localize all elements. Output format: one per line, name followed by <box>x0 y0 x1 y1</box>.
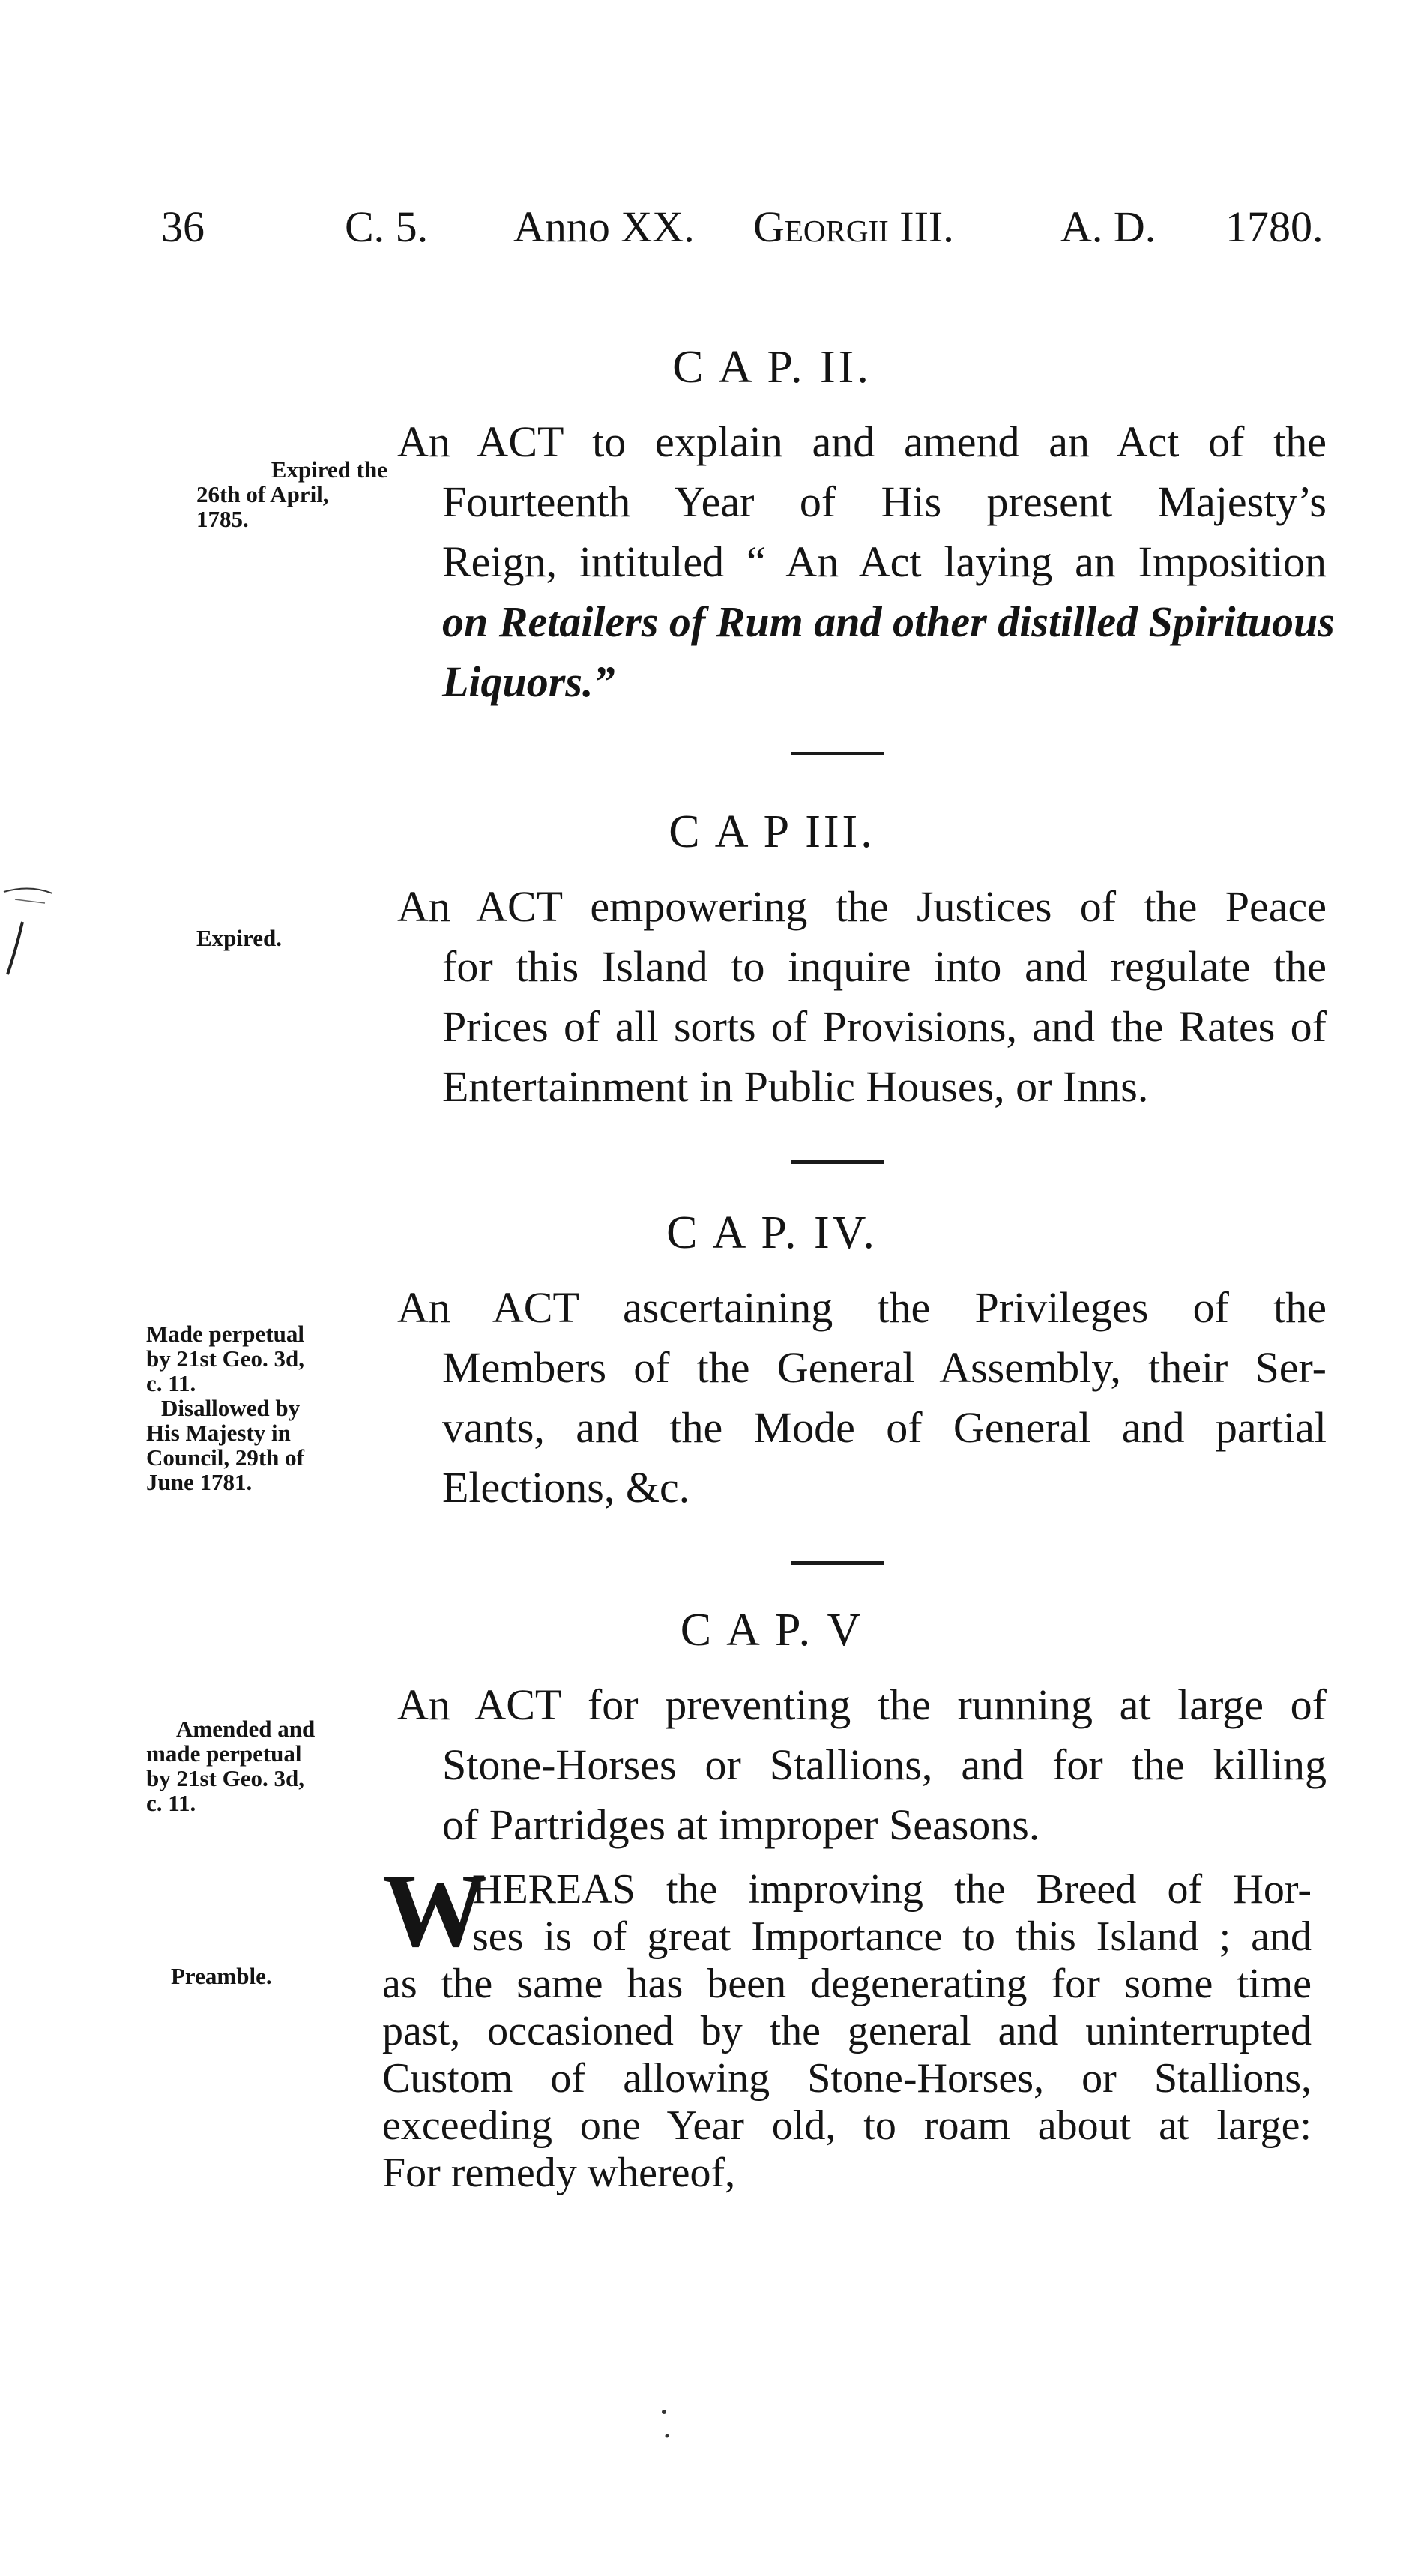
note-line: His Majesty in <box>146 1420 291 1446</box>
margin-note <box>146 1321 304 1494</box>
body-line: Custom of allowing Stone-Horses, or Stallions, <box>382 2055 1312 2102</box>
note-line: made perpetual <box>146 1740 302 1767</box>
cap-heading: C A P. V <box>680 1605 864 1656</box>
note-line: 26th of April, <box>196 481 329 507</box>
note-line: Council, 29th of <box>146 1444 304 1471</box>
body-line: HEREAS the improving the Breed of Hor- <box>472 1866 1312 1913</box>
title-line: An ACT ascertaining the Privileges of the <box>397 1283 1327 1332</box>
title-line: An ACT empowering the Justices of the Peace <box>397 882 1327 931</box>
note-line: Made perpetual <box>146 1321 304 1347</box>
title-line: on Retailers of Rum and other distilled Spirituous <box>442 597 1335 646</box>
title-line: for this Island to inquire into and regulate the <box>442 942 1327 991</box>
preamble-text <box>382 1853 1312 2197</box>
cap-heading: C A P. IV. <box>666 1207 878 1258</box>
note-line: c. 11. <box>146 1790 196 1816</box>
title-line: Members of the General Assembly, their Ser- <box>442 1343 1327 1392</box>
title-line: vants, and the Mode of General and partial <box>442 1403 1327 1452</box>
margin-note <box>196 926 282 950</box>
note-line: 1785. <box>196 506 249 532</box>
title-line: Prices of all sorts of Provisions, and the Rates of <box>442 1002 1327 1051</box>
note-line: by 21st Geo. 3d, <box>146 1765 304 1791</box>
section-rule <box>791 1561 884 1565</box>
title-line: Stone-Horses or Stallions, and for the killing <box>442 1740 1327 1789</box>
year-label: 1780. <box>1225 202 1324 251</box>
scan-mark-left <box>0 877 67 982</box>
title-line: Reign, intituled “ An Act laying an Imposition <box>442 537 1327 586</box>
note-line: c. 11. <box>146 1370 196 1396</box>
note-line: by 21st Geo. 3d, <box>146 1345 304 1372</box>
title-line: Fourteenth Year of His present Majesty’s <box>442 477 1327 526</box>
act-title <box>397 1675 1327 1855</box>
body-line: ses is of great Importance to this Island ; and <box>472 1913 1312 1960</box>
scan-mark <box>660 2406 675 2443</box>
section-rule <box>791 1160 884 1164</box>
note-line: Amended and <box>176 1716 316 1742</box>
title-line: Entertainment in Public Houses, or Inns. <box>442 1062 1149 1111</box>
running-head <box>161 201 1330 253</box>
body-line: For remedy whereof, <box>382 2150 736 2196</box>
note-line: June 1781. <box>146 1469 253 1495</box>
margin-note <box>146 1716 315 1815</box>
act-title <box>397 1278 1327 1518</box>
title-line: An ACT for preventing the running at large of <box>397 1680 1327 1729</box>
body-line: exceeding one Year old, to roam about at large: <box>382 2102 1312 2149</box>
title-line: Liquors.” <box>442 657 615 706</box>
margin-note: Preamble. <box>171 1963 272 1989</box>
cap-heading: C A P III. <box>669 806 875 857</box>
body-line: past, occasioned by the general and uninterrupted <box>382 2008 1312 2054</box>
page-number: 36 <box>161 202 205 251</box>
margin-note <box>196 457 387 531</box>
note-line: Expired. <box>196 925 282 951</box>
cap-heading: C A P. II. <box>672 342 872 393</box>
anno-label: Anno XX. <box>513 202 695 251</box>
note-line: Disallowed by <box>161 1395 301 1421</box>
title-line: Elections, &c. <box>442 1463 690 1512</box>
note-line: Expired the <box>271 456 387 483</box>
chapter-number: C. 5. <box>345 202 429 251</box>
title-line: of Partridges at improper Seasons. <box>442 1800 1040 1849</box>
ad-label: A. D. <box>1060 202 1156 251</box>
section-rule <box>791 752 884 755</box>
act-title <box>397 412 1335 712</box>
act-title <box>397 877 1327 1117</box>
title-line: An ACT to explain and amend an Act of the <box>397 417 1327 466</box>
body-line: as the same has been degenerating for some time <box>382 1961 1312 2007</box>
reign-label: Georgii III. <box>753 202 954 251</box>
drop-cap: W <box>382 1853 487 1969</box>
